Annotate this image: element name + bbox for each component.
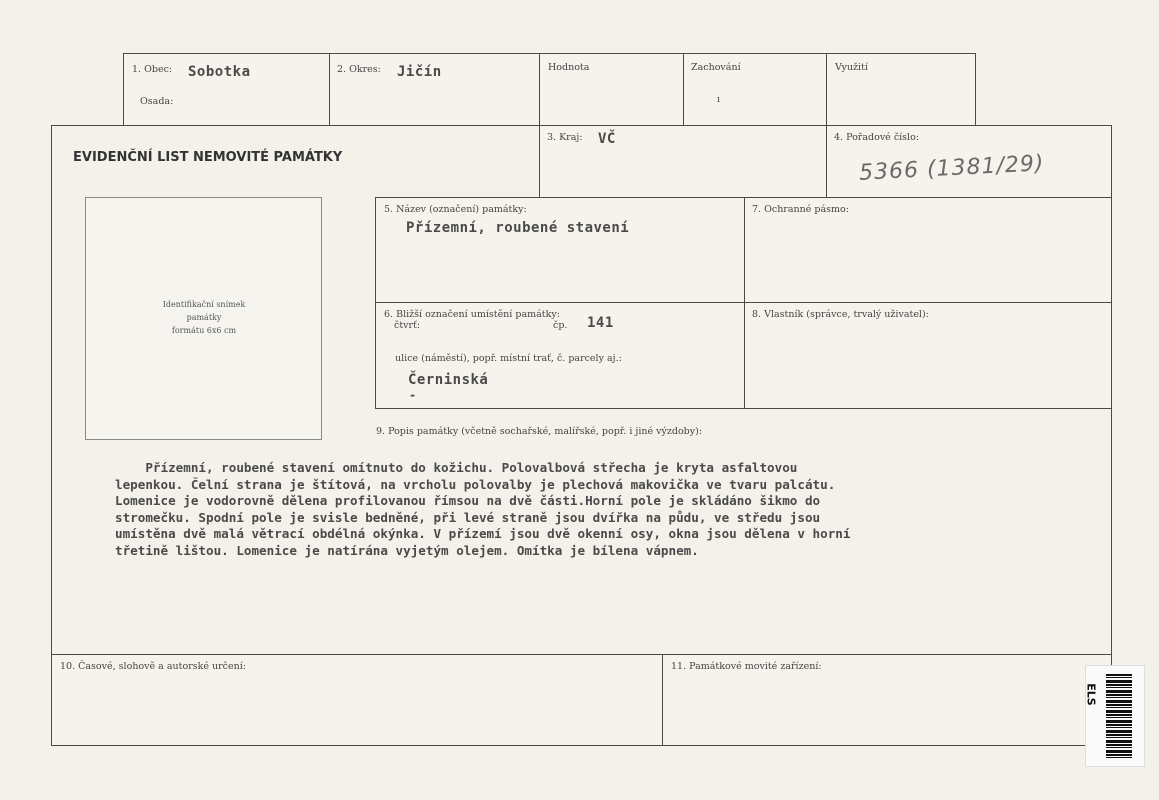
- obec-value: Sobotka: [188, 64, 251, 80]
- urceni-cell: [51, 654, 663, 746]
- barcode-sticker: [1085, 665, 1145, 767]
- kraj-label: 3. Kraj:: [547, 132, 583, 143]
- osada-label: Osada:: [140, 96, 174, 107]
- zachovani-cell: [683, 53, 827, 126]
- umisteni-cell: [375, 302, 745, 409]
- okres-cell: [329, 53, 540, 126]
- poradove-cislo-cell: [826, 125, 1112, 198]
- barcode-text: ELS: [1084, 683, 1098, 706]
- nazev-label: 5. Název (označení) památky:: [384, 204, 527, 215]
- obec-label: 1. Obec:: [132, 64, 173, 75]
- hodnota-label: Hodnota: [548, 62, 590, 73]
- popis-line: třetině lištou. Lomenice je natírána vyjetým olejem. Omítka je bílena vápnem.: [115, 542, 699, 558]
- popis-line: umístěna dvě malá větrací obdélná okýnka. V přízemí jsou dvě okenní osy, okna jsou dělena v horní: [115, 526, 851, 541]
- ulice-value: Černinská: [408, 372, 489, 388]
- photo-caption-line3: formátu 6x6 cm: [171, 326, 237, 335]
- vlastnik-label: 8. Vlastník (správce, trvalý uživatel):: [752, 309, 929, 320]
- urceni-label: 10. Časové, slohově a autorské určení:: [60, 661, 246, 672]
- obec-cell: [123, 53, 330, 126]
- ctvrt-label: čtvrť:: [394, 320, 421, 331]
- popis-text: [115, 460, 1105, 559]
- nazev-value: Přízemní, roubené stavení: [406, 220, 630, 236]
- ochranne-pasmo-cell: [744, 197, 1112, 303]
- popis-line: stromečku. Spodní pole je svisle bedněné, při levé straně jsou dvířka na půdu, ve středu jsou: [115, 509, 821, 525]
- photo-caption-line2: památky: [186, 313, 222, 322]
- vlastnik-cell: [744, 302, 1112, 409]
- cp-label: čp.: [553, 320, 568, 331]
- poradove-cislo-value: 5366 (1381/29): [858, 151, 1046, 186]
- photo-caption-line1: Identifikační snímek: [162, 300, 246, 309]
- vyuziti-label: Využití: [835, 62, 868, 73]
- ulice-mark: -: [409, 388, 417, 402]
- umisteni-label: 6. Bližší označení umístění památky:: [384, 309, 560, 320]
- cp-value: 141: [587, 315, 614, 331]
- kraj-cell: [539, 125, 827, 198]
- hodnota-cell: [539, 53, 684, 126]
- zachovani-label: Zachování: [691, 62, 741, 73]
- photo-caption: [86, 298, 322, 337]
- okres-value: Jičín: [397, 64, 442, 80]
- nazev-cell: [375, 197, 745, 303]
- okres-label: 2. Okres:: [337, 64, 381, 75]
- zachovani-mark: ı: [717, 94, 721, 105]
- popis-line: lepenkou. Čelní strana je štítová, na vrcholu polovalby je plechová makovička ve tvaru palcátu.: [115, 476, 836, 492]
- kraj-value: VČ: [598, 131, 616, 147]
- movite-cell: [662, 654, 1112, 746]
- movite-label: 11. Památkové movité zařízení:: [671, 661, 822, 672]
- form-title: EVIDENČNÍ LIST NEMOVITÉ PAMÁTKY: [73, 150, 343, 165]
- ulice-label: ulice (náměstí), popř. místní trať, č. parcely aj.:: [395, 353, 622, 364]
- vyuziti-cell: [826, 53, 976, 126]
- barcode-bars: [1106, 674, 1132, 758]
- popis-line: Lomenice je vodorovně dělena profilovanou římsou na dvě části.Horní pole je skládáno šikmo do: [115, 493, 821, 508]
- popis-label: 9. Popis památky (včetně sochařské, malířské, popř. i jiné výzdoby):: [376, 426, 703, 437]
- popis-line: Přízemní, roubené stavení omítnuto do kožichu. Polovalbová střecha je kryta asfaltovou: [115, 460, 798, 475]
- poradove-cislo-label: 4. Pořadové číslo:: [834, 132, 920, 143]
- ochranne-pasmo-label: 7. Ochranné pásmo:: [752, 204, 849, 215]
